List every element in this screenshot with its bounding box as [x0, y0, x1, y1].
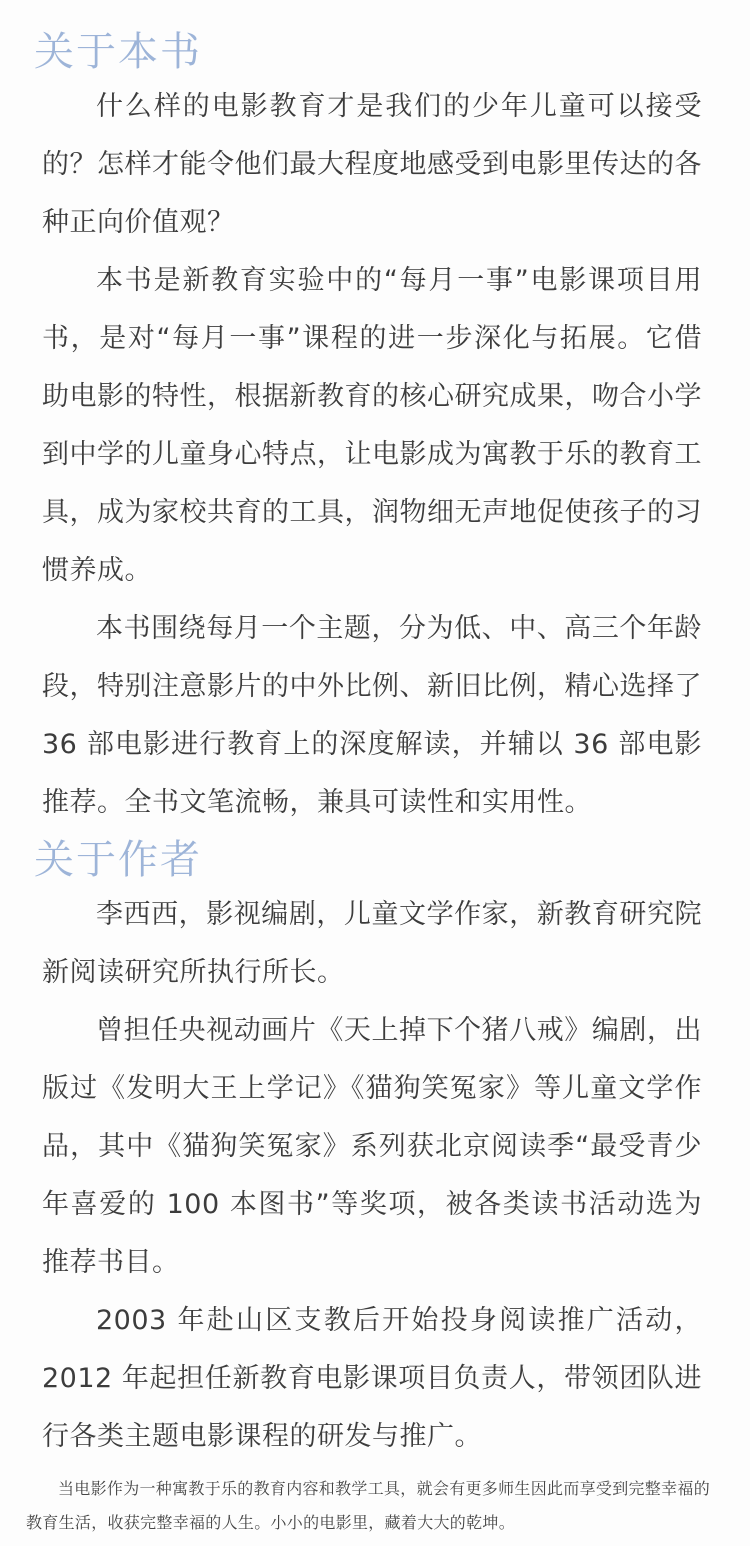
about-author-paragraph-2: 曾担任央视动画片《天上掉下个猪八戒》编剧，出版过《发明大王上学记》《猫狗笑冤家》等儿童文学作品，其中《猫狗笑冤家》系列获北京阅读季“最受青少年喜爱的 100 本图书”等奖项，被各类读书活动选为推荐书目。 — [42, 1015, 702, 1278]
about-author-paragraph-3: 2003 年赴山区支教后开始投身阅读推广活动，2012 年起担任新教育电影课项目负责人，带领团队进行各类主题电影课程的研发与推广。 — [42, 1305, 702, 1452]
about-author-paragraph-1: 李西西，影视编剧，儿童文学作家，新教育研究院新阅读研究所执行所长。 — [42, 899, 702, 988]
about-book-paragraph-3: 本书围绕每月一个主题，分为低、中、高三个年龄段，特别注意影片的中外比例、新旧比例，精心选择了 36 部电影进行教育上的深度解读，并辅以 36 部电影推荐。全书文笔流畅，兼具可读性和实用性。 — [42, 613, 702, 818]
about-author-heading: 关于作者 — [34, 837, 202, 883]
about-book-paragraph-1: 什么样的电影教育才是我们的少年儿童可以接受的？怎样才能令他们最大程度地感受到电影里传达的各种正向价值观？ — [42, 91, 702, 238]
about-book-paragraph-2: 本书是新教育实验中的“每月一事”电影课项目用书，是对“每月一事”课程的进一步深化与拓展。它借助电影的特性，根据新教育的核心研究成果，吻合小学到中学的儿童身心特点，让电影成为寓教于乐的教育工具，成为家校共育的工具，润物细无声地促使孩子的习惯养成。 — [42, 265, 702, 586]
closing-quote: 当电影作为一种寓教于乐的教育内容和教学工具，就会有更多师生因此而享受到完整幸福的教育生活，收获完整幸福的人生。小小的电影里，藏着大大的乾坤。 — [26, 1479, 711, 1532]
about-book-heading: 关于本书 — [34, 29, 202, 75]
